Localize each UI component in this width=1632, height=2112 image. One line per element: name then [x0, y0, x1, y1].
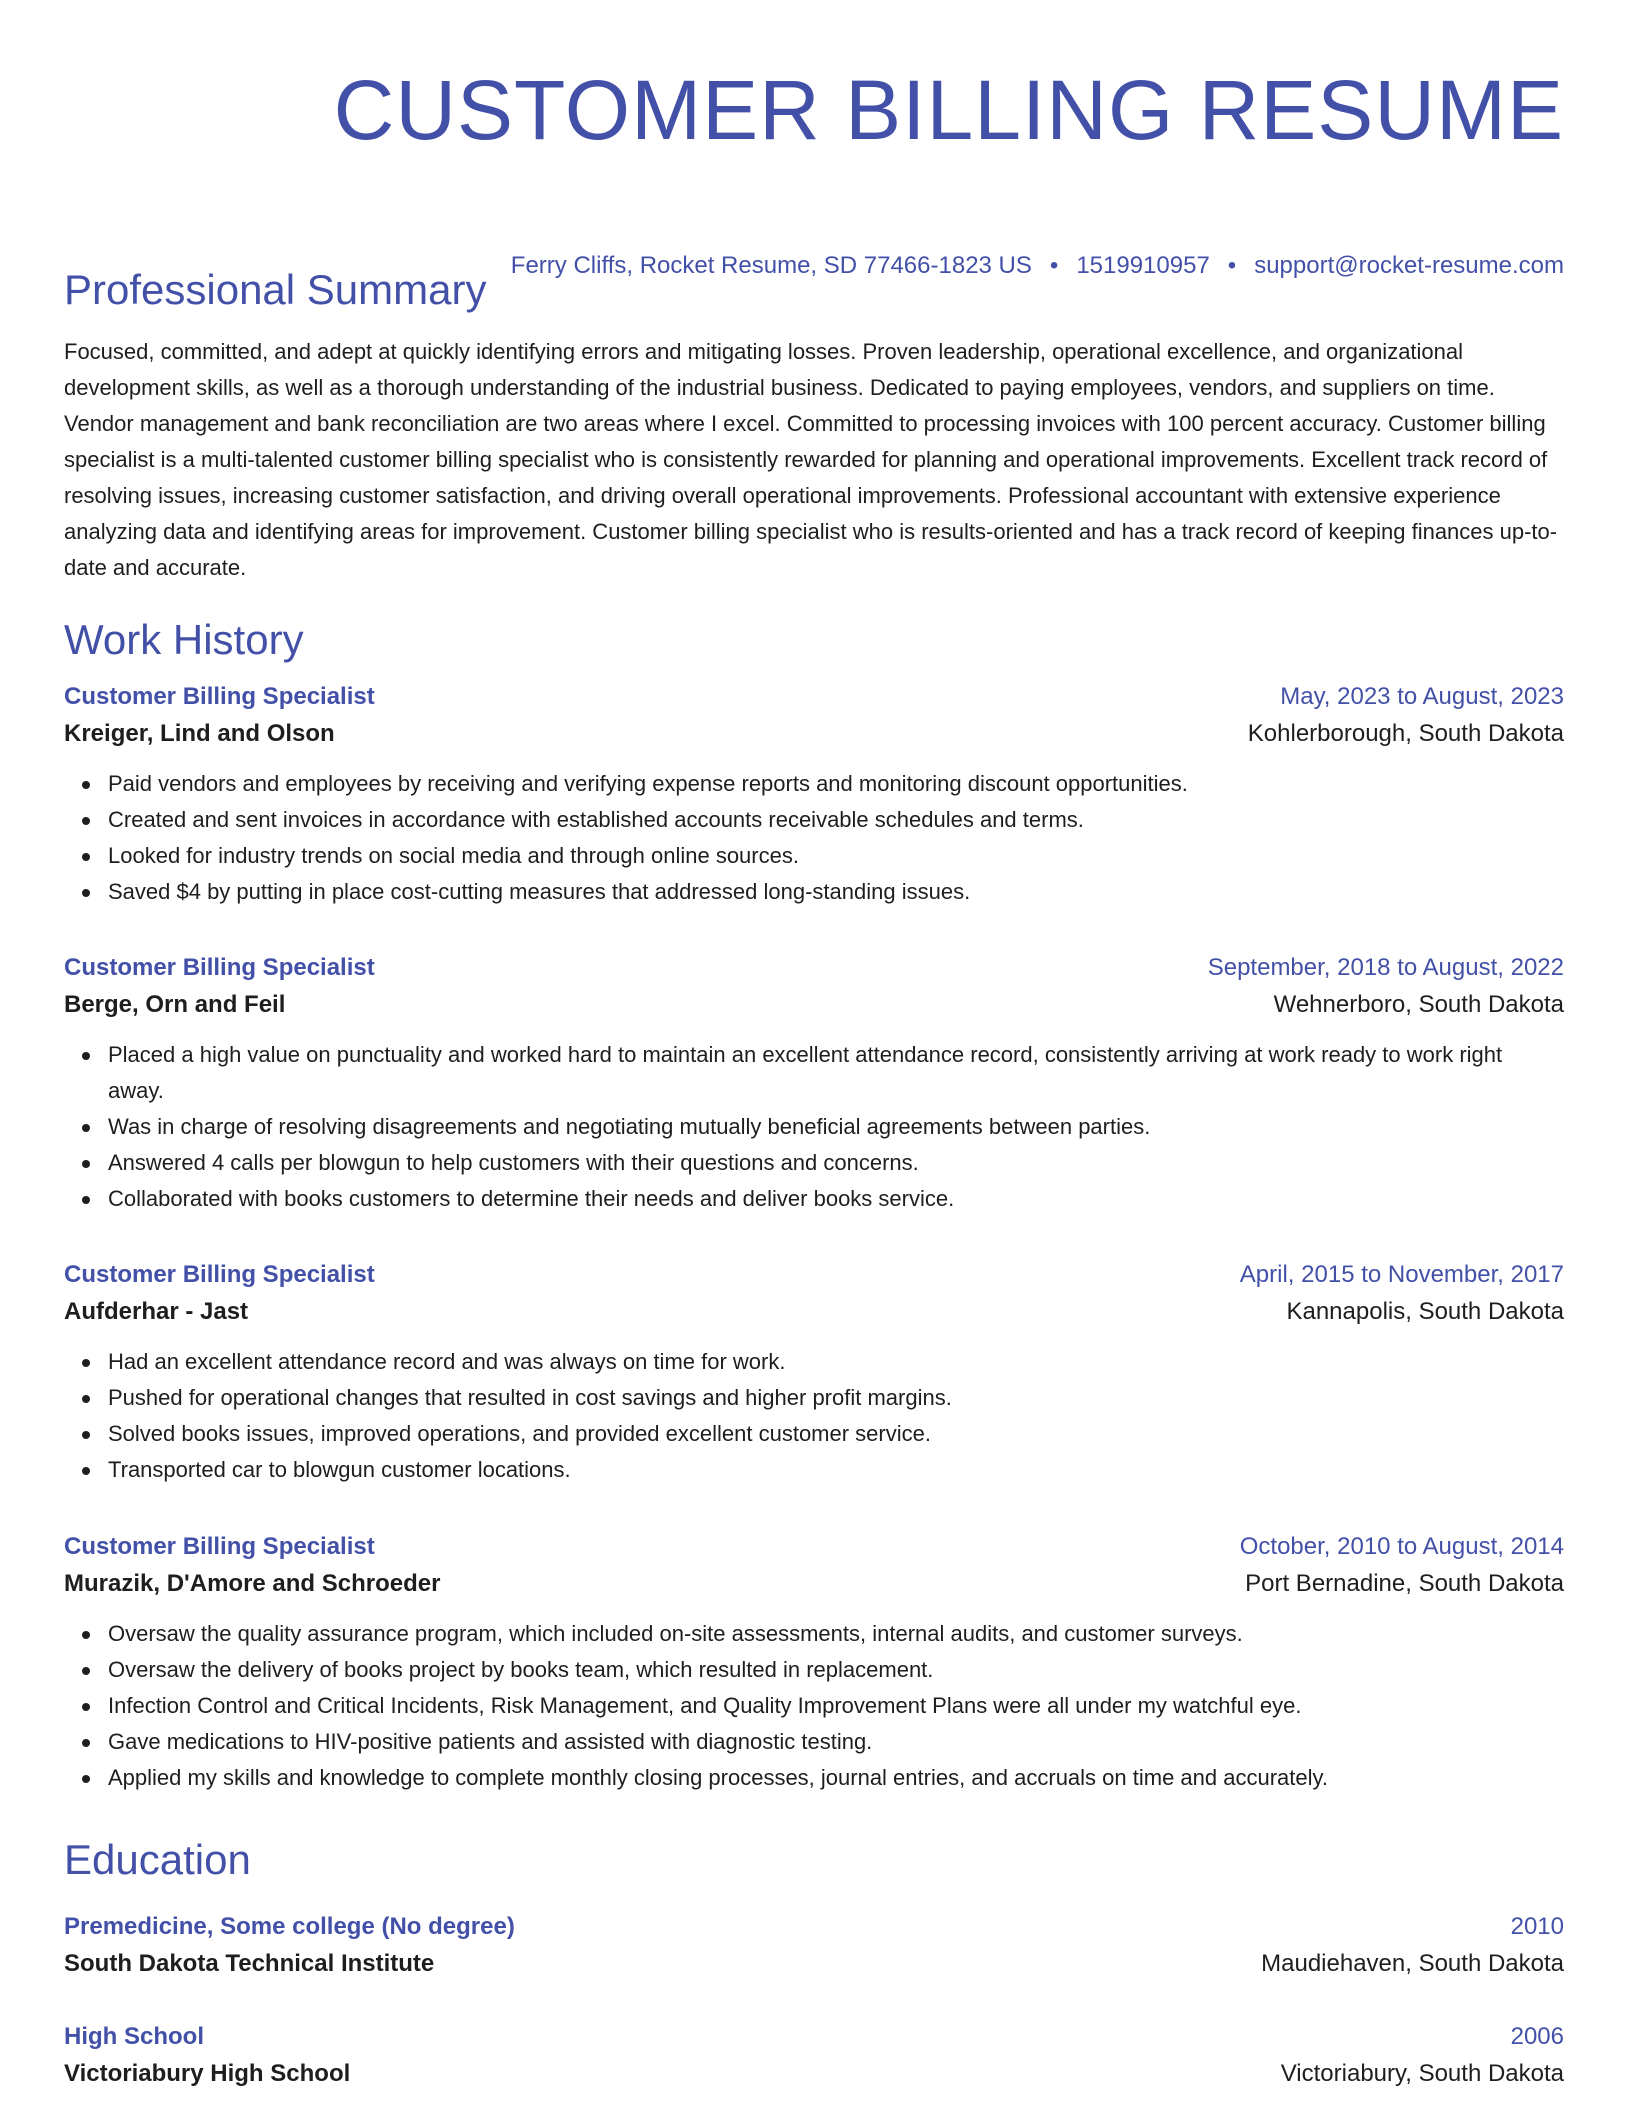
education-entry [64, 1910, 1564, 1984]
job-bullet: Answered 4 calls per blowgun to help customers with their questions and concerns. [108, 1145, 1564, 1181]
job-bullet: Collaborated with books customers to determine their needs and deliver books service. [108, 1181, 1564, 1217]
job-entry [64, 951, 1564, 1217]
job-bullets [64, 766, 1564, 910]
contact-email[interactable]: support@rocket-resume.com [1254, 252, 1564, 279]
job-dates: September, 2018 to August, 2022 [1207, 954, 1564, 981]
job-bullet: Was in charge of resolving disagreements and negotiating mutually beneficial agreements between parties. [108, 1109, 1564, 1145]
job-bullet: Looked for industry trends on social media and through online sources. [108, 838, 1564, 874]
job-bullet: Oversaw the quality assurance program, which included on-site assessments, internal audits, and customer surveys. [108, 1616, 1564, 1652]
job-dates: October, 2010 to August, 2014 [1239, 1533, 1564, 1560]
education-school: Victoriabury High School [64, 2060, 351, 2087]
job-bullet: Saved $4 by putting in place cost-cutting measures that addressed long-standing issues. [108, 874, 1564, 910]
job-entry [64, 680, 1564, 910]
job-title: Customer Billing Specialist [64, 954, 375, 981]
job-dates: April, 2015 to November, 2017 [1239, 1261, 1564, 1288]
job-location: Kohlerborough, South Dakota [1247, 720, 1564, 747]
job-title: Customer Billing Specialist [64, 1261, 375, 1288]
job-bullet: Solved books issues, improved operations, and provided excellent customer service. [108, 1416, 1564, 1452]
education-entry [64, 2020, 1564, 2094]
education-degree: Premedicine, Some college (No degree) [64, 1913, 515, 1940]
resume-name: CUSTOMER BILLING RESUME [333, 63, 1564, 157]
contact-address: Ferry Cliffs, Rocket Resume, SD 77466-1823 US [510, 252, 1032, 279]
job-company: Aufderhar - Jast [64, 1298, 249, 1325]
education-year: 2010 [1510, 1913, 1564, 1940]
job-bullet: Oversaw the delivery of books project by books team, which resulted in replacement. [108, 1652, 1564, 1688]
job-bullet: Gave medications to HIV-positive patients and assisted with diagnostic testing. [108, 1724, 1564, 1760]
work-history-heading: Work History [64, 616, 304, 663]
education-heading: Education [64, 1836, 251, 1883]
job-location: Wehnerboro, South Dakota [1273, 991, 1564, 1018]
job-bullet: Infection Control and Critical Incidents, Risk Management, and Quality Improvement Plans were all under my watchful eye. [108, 1688, 1564, 1724]
job-bullet: Transported car to blowgun customer locations. [108, 1452, 1564, 1488]
job-location: Port Bernadine, South Dakota [1245, 1570, 1564, 1597]
summary-heading: Professional Summary [64, 266, 487, 313]
contact-line [511, 250, 1564, 282]
resume-header [64, 58, 1564, 162]
contact-phone: 1519910957 [1076, 252, 1210, 279]
job-bullet: Placed a high value on punctuality and worked hard to maintain an excellent attendance record, consistently arriving at work ready to work right away. [108, 1037, 1564, 1109]
job-entry [64, 1530, 1564, 1796]
job-company: Berge, Orn and Feil [64, 991, 286, 1018]
education-location: Maudiehaven, South Dakota [1261, 1950, 1564, 1977]
contact-separator: • [1049, 252, 1059, 279]
job-bullet: Had an excellent attendance record and was always on time for work. [108, 1344, 1564, 1380]
contact-separator: • [1227, 252, 1237, 279]
education-school: South Dakota Technical Institute [64, 1950, 435, 1977]
job-bullet: Paid vendors and employees by receiving and verifying expense reports and monitoring discount opportunities. [108, 766, 1564, 802]
job-title: Customer Billing Specialist [64, 1533, 375, 1560]
summary-text: Focused, committed, and adept at quickly identifying errors and mitigating losses. Proven leadership, operational excellence, and organizational development skills, as well as a thorough understanding of the industrial business. Dedicated to paying employees, vendors, and suppliers on time. Vendor management and bank reconciliation are two areas where I excel. Committed to processing invoices with 100 percent accuracy. Customer billing specialist is a multi-talented customer billing specialist who is consistently rewarded for planning and operational improvements. Excellent track record of resolving issues, increasing customer satisfaction, and driving overall operational improvements. Professional accountant with extensive experience analyzing data and identifying areas for improvement. Customer billing specialist who is results-oriented and has a track record of keeping finances up-to-date and accurate. [64, 339, 1558, 580]
job-bullets [64, 1616, 1564, 1796]
education-location: Victoriabury, South Dakota [1280, 2060, 1564, 2087]
job-location: Kannapolis, South Dakota [1286, 1298, 1564, 1325]
job-bullet: Created and sent invoices in accordance with established accounts receivable schedules and terms. [108, 802, 1564, 838]
education-degree: High School [64, 2023, 204, 2050]
job-bullets [64, 1344, 1564, 1488]
education-year: 2006 [1510, 2023, 1564, 2050]
job-company: Murazik, D'Amore and Schroeder [64, 1570, 441, 1597]
job-bullets [64, 1037, 1564, 1217]
job-title: Customer Billing Specialist [64, 683, 375, 710]
job-bullet: Applied my skills and knowledge to complete monthly closing processes, journal entries, and accruals on time and accurately. [108, 1760, 1564, 1796]
job-entry [64, 1258, 1564, 1488]
job-company: Kreiger, Lind and Olson [64, 720, 335, 747]
job-dates: May, 2023 to August, 2023 [1280, 683, 1564, 710]
job-bullet: Pushed for operational changes that resulted in cost savings and higher profit margins. [108, 1380, 1564, 1416]
